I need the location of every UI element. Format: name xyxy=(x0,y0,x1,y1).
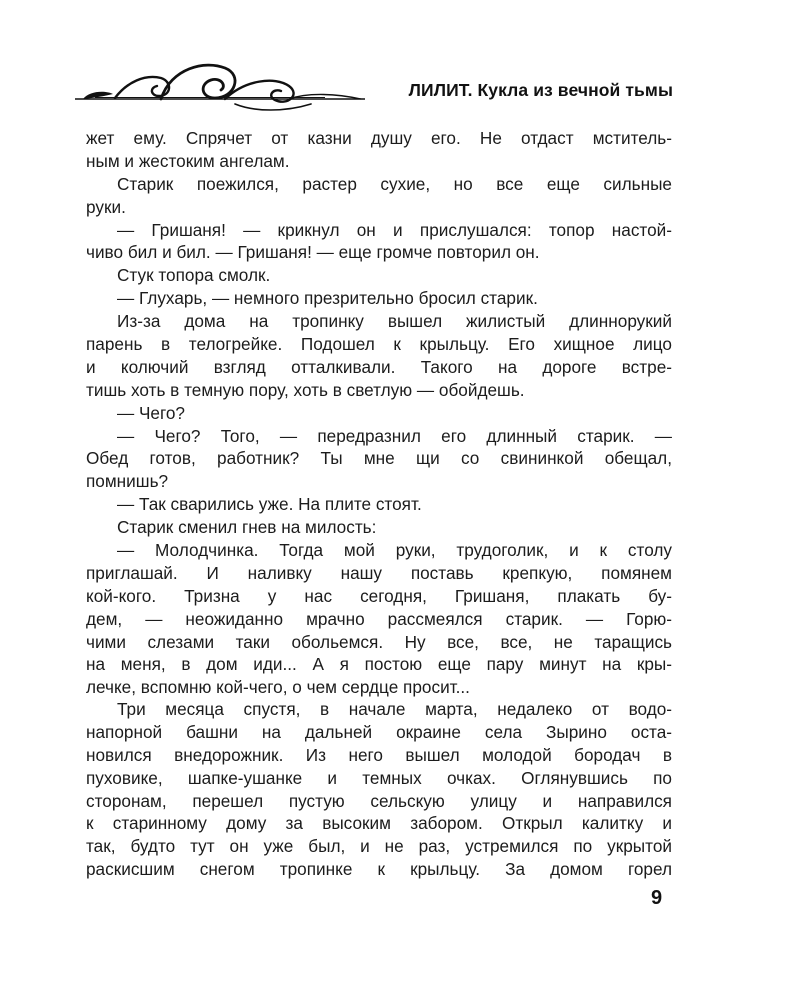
text-line: Старик сменил гнев на милость: xyxy=(117,517,377,538)
text-line: чими слезами таки обольемся. Ну все, все, не таращись xyxy=(86,631,672,652)
text-line: жет ему. Спрячет от казни душу его. Не отдаст мститель- xyxy=(86,128,672,148)
text-block-2 xyxy=(86,698,672,881)
page-header xyxy=(75,58,675,114)
text-line: лечке, вспомню кой-чего, о чем сердце просит... xyxy=(86,677,470,698)
decorative-flourish-icon xyxy=(75,58,365,114)
text-line: — Молодчинка. Тогда мой руки, трудоголик, и к столу xyxy=(117,540,672,561)
text-line: — Гришаня! — крикнул он и прислушался: топор настой- xyxy=(117,219,672,240)
text-line: напорной башни на дальней окраине села Зырино оста- xyxy=(86,721,672,742)
text-line: Из-за дома на тропинку вышел жилистый длиннорукий xyxy=(117,311,672,332)
running-title: ЛИЛИТ. Кукла из вечной тьмы xyxy=(408,80,673,100)
text-line: парень в телогрейке. Подошел к крыльцу. Его хищное лицо xyxy=(86,334,672,355)
text-line: приглашай. И наливку нашу поставь крепкую, помянем xyxy=(86,562,672,583)
text-line: кой-кого. Тризна у нас сегодня, Гришаня, плакать бу- xyxy=(86,585,672,606)
text-line: Обед готов, работник? Ты мне щи со свининкой обещал, xyxy=(86,448,672,469)
text-line: к старинному дому за высоким забором. Открыл калитку и xyxy=(86,813,672,834)
text-line: ным и жестоким ангелам. xyxy=(86,150,290,171)
text-line: — Так сварились уже. На плите стоят. xyxy=(117,494,422,515)
text-line: тишь хоть в темную пору, хоть в светлую — обойдешь. xyxy=(86,379,525,400)
text-line: — Чего? xyxy=(117,402,185,423)
text-line: Старик поежился, растер сухие, но все еще сильные xyxy=(117,173,672,194)
text-line: — Глухарь, — немного презрительно бросил старик. xyxy=(117,288,538,309)
page-number: 9 xyxy=(651,887,663,909)
text-line: сторонам, перешел пустую сельскую улицу и направился xyxy=(86,790,672,811)
text-line: и колючий взгляд отталкивали. Такого на дороге встре- xyxy=(86,356,672,377)
text-line: пуховике, шапке-ушанке и темных очках. Оглянувшись по xyxy=(86,767,672,788)
text-line: чиво бил и бил. — Гришаня! — еще громче повторил он. xyxy=(86,242,540,263)
text-line: помнишь? xyxy=(86,471,169,492)
text-line: новился внедорожник. Из него вышел молодой бородач в xyxy=(86,744,672,765)
text-line: — Чего? Того, — передразнил его длинный старик. — xyxy=(117,425,672,446)
text-line: руки. xyxy=(86,196,126,217)
text-line: раскисшим снегом тропинке к крыльцу. За домом горел xyxy=(86,859,672,880)
text-block-1 xyxy=(86,127,672,699)
text-line: Три месяца спустя, в начале марта, недалеко от водо- xyxy=(117,699,672,719)
text-line: так, будто тут он уже был, и не раз, устремился по укрытой xyxy=(86,836,672,857)
text-line: на меня, в дом иди... А я постою еще пару минут на кры- xyxy=(86,654,672,675)
text-line: Стук топора смолк. xyxy=(117,265,271,286)
text-line: дем, — неожиданно мрачно рассмеялся старик. — Горю- xyxy=(86,608,672,629)
